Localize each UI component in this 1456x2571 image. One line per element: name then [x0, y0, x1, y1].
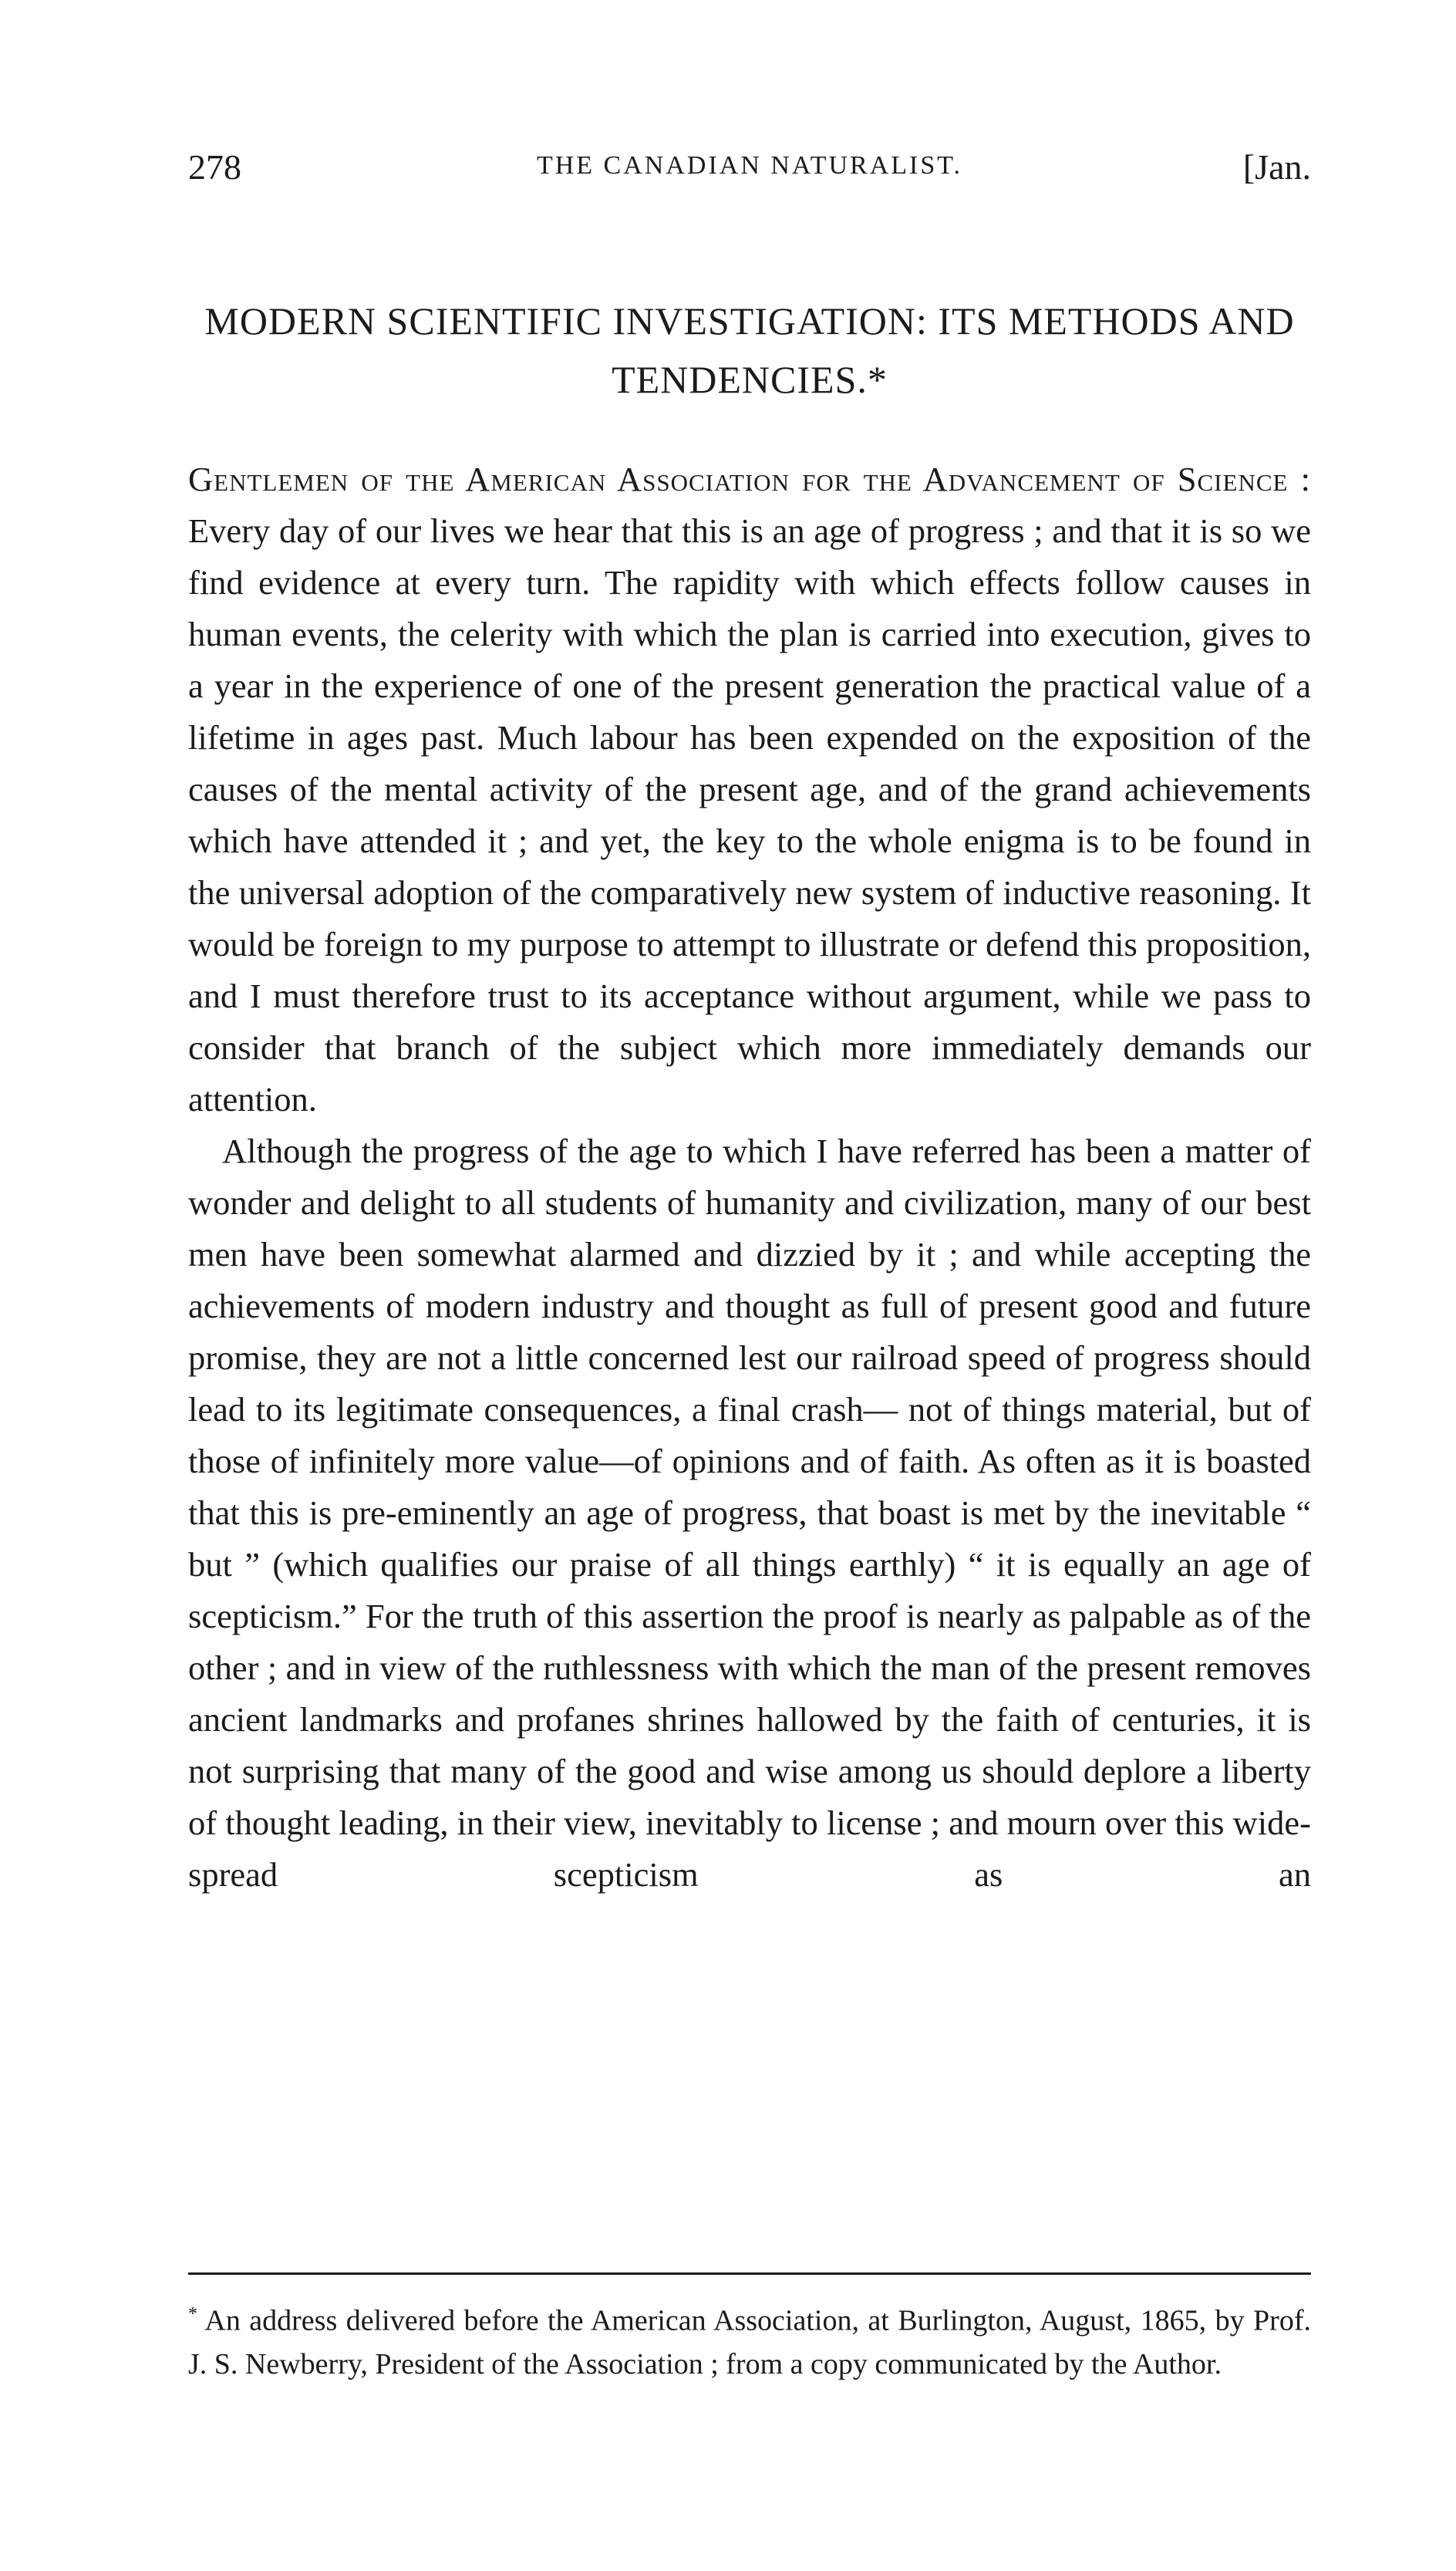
article-title: MODERN SCIENTIFIC INVESTIGATION: ITS METHODS AND TENDENCIES.* [204, 299, 1295, 401]
paragraph [188, 454, 1311, 1125]
footnote-marker: * [188, 2304, 197, 2324]
footnote [188, 2293, 1311, 2386]
footnote-text: An address delivered before the American Association, at Burlington, August, 1865, by Prof. J. S. Newberry, President of the Association ; from a copy communicated by the Author. [188, 2304, 1311, 2380]
paragraph-text: Every day of our lives we hear that this is an age of progress ; and that it is so we find evidence at every turn. The rapidity with which effects follow causes in human events, the celerity with which the plan is carried into execution, gives to a year in the experience of one of the present generation the practical value of a lifetime in ages past. Much labour has been expended on the exposition of the causes of the mental activity of the present age, and of the grand achievements which have attended it ; and yet, the key to the whole enigma is to be found in the universal adoption of the comparatively new system of inductive reasoning. It would be foreign to my purpose to attempt to illustrate or defend this proposition, and I must therefore trust to its acceptance without argument, while we pass to consider that branch of the subject which more immediately demands our attention. [188, 511, 1311, 1118]
salutation: Gentlemen of the American Association for the Advancement of Science : [188, 460, 1311, 498]
article-body [188, 454, 1311, 1901]
page-header [188, 147, 1311, 201]
paragraph: Although the progress of the age to which I have referred has been a matter of wonder and delight to all students of humanity and civilization, many of our best men have been somewhat alarmed and dizzied by it ; and while accepting the achievements of modern industry and thought as full of present good and future promise, they are not a little concerned lest our railroad speed of progress should lead to its legitimate consequences, a final crash— not of things material, but of those of infinitely more value—of opinions and of faith. As often as it is boasted that this is pre-eminently an age of progress, that boast is met by the inevitable “ but ” (which qualifies our praise of all things earthly) “ it is equally an age of scepticism.” For the truth of this assertion the proof is nearly as palpable as of the other ; and in view of the ruthlessness with which the man of the present removes ancient landmarks and profanes shrines hallowed by the faith of centuries, it is not surprising that many of the good and wise among us should deplore a liberty of thought leading, in their view, inevitably to license ; and mourn over this wide-spread scepticism as an [188, 1132, 1311, 1894]
issue-date: [Jan. [1242, 147, 1311, 187]
running-title: THE CANADIAN NATURALIST. [536, 151, 963, 180]
page-number: 278 [188, 147, 241, 187]
footnote-divider [188, 2272, 1311, 2275]
